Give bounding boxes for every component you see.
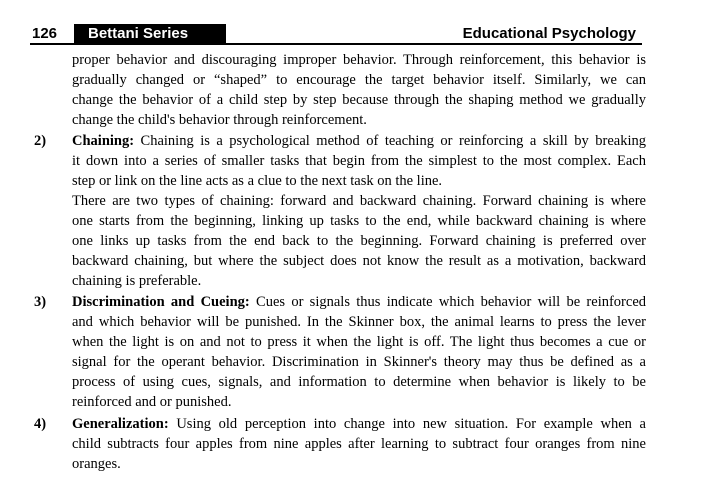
text-line: change the child's behavior through reinforcement.: [72, 112, 367, 128]
text-line: change the behavior of a child step by step because through the shaping method we gradually: [72, 92, 646, 108]
text-line: one links up tasks from the end back to the beginning. Forward chaining is preferred over: [72, 233, 646, 249]
item-title: Chaining:: [72, 133, 135, 149]
text-line: process of using cues, signals, and information to determine when behavior is likely to be: [72, 374, 646, 390]
text-line: step or link on the line acts as a clue to the next task on the line.: [72, 173, 443, 189]
page-number: 126: [32, 25, 58, 42]
text-line: one starts from the beginning, linking up tasks to the end, while backward chaining is where: [72, 213, 646, 229]
text-line: signal for the operant behavior. Discrimination in Skinner's theory may thus be defined as a: [72, 354, 646, 370]
item-first-line: [72, 292, 646, 312]
item-first-line: [72, 414, 646, 434]
book-title: Educational Psychology: [462, 25, 636, 42]
text-line: and which behavior will be punished. In the Skinner box, the animal learns to press the lever: [72, 314, 646, 330]
item-number: 2): [34, 133, 47, 149]
text-run: Cues or signals thus indicate which behavior will be reinforced: [256, 294, 646, 310]
text-line: There are two types of chaining: forward and backward chaining. Forward chaining is where: [72, 193, 646, 209]
item-title: Discrimination and Cueing:: [72, 294, 250, 310]
item-first-line: [72, 131, 646, 151]
text-line: when the light is on and not to press it when the light is off. The light thus becomes a cue or: [72, 334, 646, 350]
text-line: oranges.: [72, 456, 121, 472]
text-line: it down into a series of smaller tasks that begin from the simplest to the most complex. Each: [72, 153, 646, 169]
text-run: Chaining is a psychological method of teaching or reinforcing a skill by breaking: [140, 133, 646, 149]
item-number: 4): [34, 416, 47, 432]
text-line: proper behavior and discouraging improper behavior. Through reinforcement, this behavior is: [72, 52, 646, 68]
item-title: Generalization:: [72, 416, 169, 432]
text-line: backward chaining, but where the subject does not know the result as a motivation, backward: [72, 253, 646, 269]
text-line: child subtracts four apples from nine apples after learning to subtract four oranges from nine: [72, 436, 646, 452]
page-header: [30, 24, 642, 45]
text-run: Using old perception into change into new situation. For example when a: [176, 416, 646, 432]
text-line: gradually changed or “shaped” to encourage the target behavior itself. Similarly, we can: [72, 72, 646, 88]
text-line: reinforced and or punished.: [72, 394, 232, 410]
series-label: Bettani Series: [74, 24, 226, 43]
item-number: 3): [34, 294, 47, 310]
text-line: chaining is preferable.: [72, 273, 202, 289]
